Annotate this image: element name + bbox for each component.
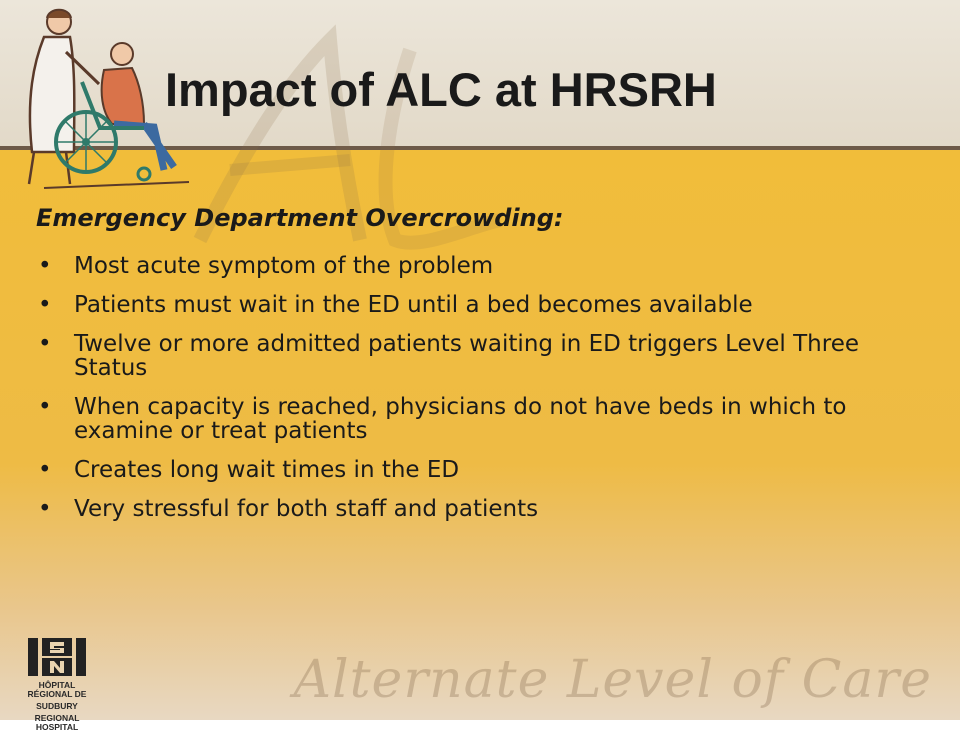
bullet-text: When capacity is reached, physicians do not have beds in which to examine or treat patients — [74, 394, 847, 444]
list-item — [36, 497, 936, 521]
hospital-logo — [22, 636, 92, 732]
hospital-logo-icon — [22, 636, 92, 678]
bullet-icon: • — [38, 292, 52, 318]
list-item — [36, 332, 936, 380]
subtitle-colon: : — [553, 204, 564, 232]
subtitle-text: Emergency Department Overcrowding — [36, 204, 554, 232]
bullet-text: Patients must wait in the ED until a bed becomes available — [74, 292, 753, 318]
bullet-text: Very stressful for both staff and patients — [74, 496, 539, 522]
bullet-icon: • — [38, 331, 52, 357]
slide-title: Impact of ALC at HRSRH — [165, 63, 717, 116]
bullet-icon: • — [38, 496, 52, 522]
logo-line-3: REGIONAL HOSPITAL — [34, 713, 80, 732]
section-subtitle — [36, 204, 564, 232]
bullet-icon: • — [38, 253, 52, 279]
bullet-text: Twelve or more admitted patients waiting in ED triggers Level Three Status — [74, 331, 860, 381]
bullet-text: Creates long wait times in the ED — [74, 457, 460, 483]
bullet-icon: • — [38, 457, 52, 483]
bullet-list — [36, 254, 936, 536]
list-item — [36, 458, 936, 482]
bullet-icon: • — [38, 394, 52, 420]
bullet-text: Most acute symptom of the problem — [74, 253, 494, 279]
list-item — [36, 293, 936, 317]
watermark-text: Alternate Level of Care — [293, 650, 932, 710]
logo-line-2: SUDBURY — [36, 701, 78, 711]
list-item — [36, 254, 936, 278]
logo-line-1: HÔPITAL RÉGIONAL DE — [27, 680, 87, 699]
list-item — [36, 395, 936, 443]
